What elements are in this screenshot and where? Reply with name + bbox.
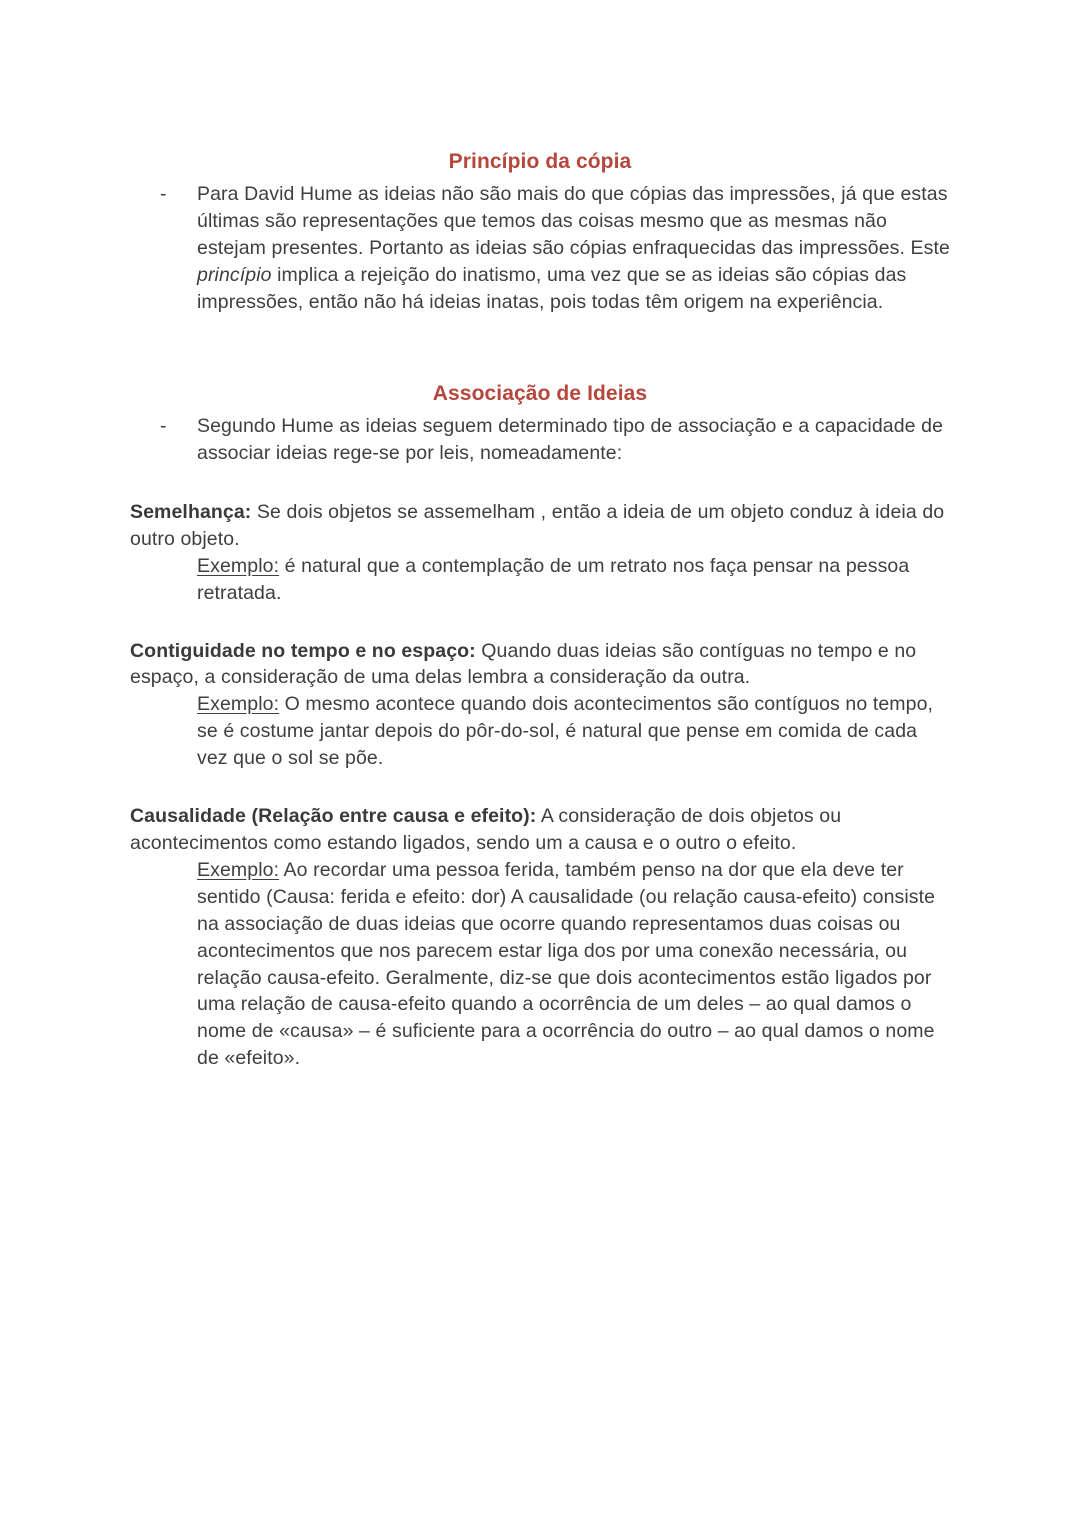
law-example — [130, 857, 950, 1072]
bullet-dash: - — [160, 415, 167, 438]
example-text: Ao recordar uma pessoa ferida, também penso na dor que ela deve ter sentido (Causa: ferida e efeito: dor) A causalidade (ou relação causa-efeito) consiste na associação de duas ideias que ocorre quando representamos duas coisas ou acontecimentos que nos parecem estar liga dos por uma conexão necessária, ou relação causa-efeito. Geralmente, diz-se que dois acontecimentos estão ligados por uma relação de causa-efeito quando a ocorrência de um deles – ao qual damos o nome de «causa» – é suficiente para a ocorrência do outro – ao qual damos o nome de «efeito». — [197, 858, 936, 1070]
bullet-text-italic: princípio — [197, 264, 272, 287]
law-definition-text: A consideração de dois objetos ou acontecimentos como estando ligados, sendo um a causa e o outro o efeito. — [130, 805, 842, 854]
section-associacao-de-ideias — [130, 380, 950, 467]
law-term: Causalidade (Relação entre causa e efeito): — [130, 805, 537, 828]
law-example — [130, 691, 950, 772]
section-heading-associacao-de-ideias: Associação de Ideias — [432, 381, 648, 405]
law-example-text-block — [197, 857, 950, 1072]
bullet-text: Segundo Hume as ideias seguem determinado tipo de associação e a capacidade de associar ideias rege-se por leis, nomeadamente: — [197, 415, 944, 465]
law-example-text-block — [197, 553, 950, 607]
laws-list — [130, 499, 950, 1072]
law-term: Semelhança: — [130, 500, 252, 523]
bullet-text-part: implica a rejeição do inatismo, uma vez que se as ideias são cópias das impressões, então não há ideias inatas, pois todas têm origem na experiência. — [197, 264, 907, 313]
law-term: Contiguidade no tempo e no espaço: — [130, 639, 476, 662]
example-label: Exemplo: — [197, 858, 280, 881]
law-definition-text: Quando duas ideias são contíguas no tempo e no espaço, a consideração de uma delas lembra a consideração da outra. — [130, 639, 917, 689]
bullet-dash: - — [160, 183, 167, 206]
law-causalidade — [130, 803, 950, 1072]
example-text: é natural que a contemplação de um retrato nos faça pensar na pessoa retratada. — [197, 554, 910, 604]
law-contiguidade — [130, 638, 950, 773]
law-semelhanca — [130, 499, 950, 607]
law-definition — [130, 499, 950, 553]
example-text: O mesmo acontece quando dois acontecimentos são contíguos no tempo, se é costume jantar depois do pôr-do-sol, é natural que pense em comida de cada vez que o sol se põe. — [197, 693, 934, 770]
section-heading-principio-da-copia: Princípio da cópia — [448, 150, 632, 173]
example-label: Exemplo: — [197, 693, 280, 716]
law-definition-text: Se dois objetos se assemelham , então a ideia de um objeto conduz à ideia do outro objeto. — [130, 500, 945, 550]
law-definition — [130, 803, 950, 857]
bullet-item — [130, 181, 950, 316]
example-label: Exemplo: — [197, 554, 280, 577]
bullet-text-part: Para David Hume as ideias não são mais do que cópias das impressões, já que estas últimas são representações que temos das coisas mesmo que as mesmas não estejam presentes. Portanto as ideias são cópias enfraquecidas das impressões. Este — [197, 183, 950, 260]
law-definition — [130, 638, 950, 692]
law-example-text-block — [197, 691, 950, 772]
section-principio-da-copia — [130, 148, 950, 316]
bullet-text — [197, 181, 950, 316]
law-example — [130, 553, 950, 607]
bullet-item — [130, 413, 950, 467]
